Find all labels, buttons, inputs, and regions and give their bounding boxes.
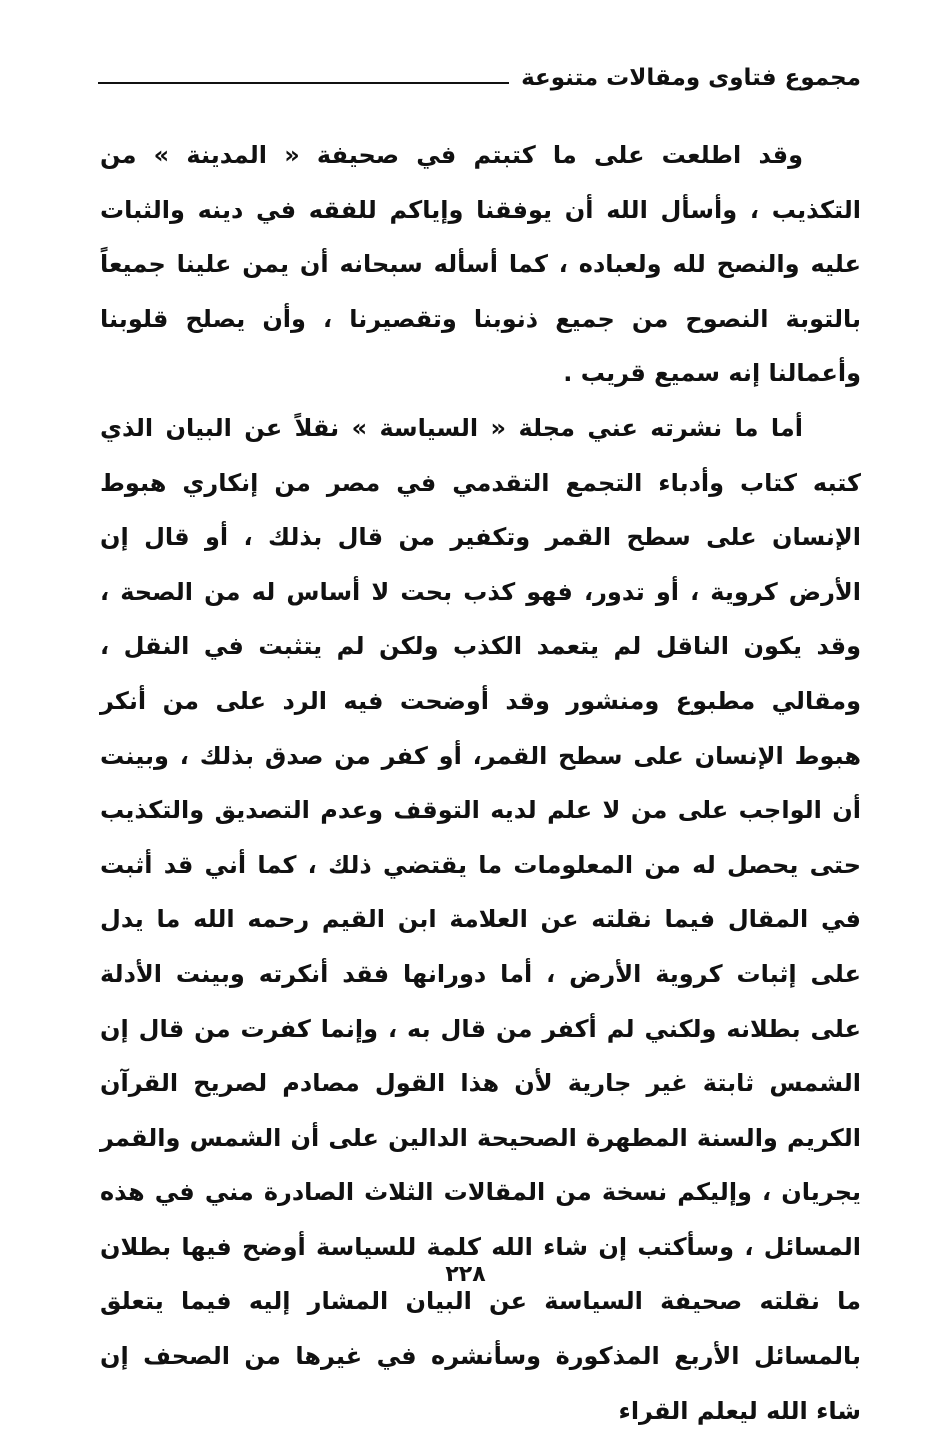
paragraph: أما ما نشرته عني مجلة « السياسة » نقلاً عن البيان الذي كتبه كتاب وأدباء التجمع التقدمي في مصر من إنكاري هبوط الإنسان على سطح القمر وتكفير من قال بذلك ، أو قال إن الأرض كروية ، أو تدور، فهو كذب بحت لا أساس له من الصحة ، وقد يكون الناقل لم يتعمد الكذب ولكن لم يتثبت في النقل ، ومقالي مطبوع ومنشور وقد أوضحت فيه الرد على من أنكر هبوط الإنسان على سطح القمر، أو كفر من صدق بذلك ، وبينت أن الواجب على من لا علم لديه التوقف وعدم التصديق والتكذيب حتى يحصل له من المعلومات ما يقتضي ذلك ، كما أني قد أثبت في المقال فيما نقلته عن العلامة ابن القيم رحمه الله ما يدل على إثبات كروية الأرض ، أما دورانها فقد أنكرته وبينت الأدلة على بطلانه ولكني لم أكفر من قال به ، وإنما كفرت من قال إن الشمس ثابتة غير جارية لأن هذا القول مصادم لصريح القرآن الكريم والسنة المطهرة الصحيحة الدالين على أن الشمس والقمر يجريان ، وإليكم نسخة من المقالات الثلاث الصادرة مني في هذه المسائل ، وسأكتب إن شاء الله كلمة للسياسة أوضح فيها بطلان ما نقلته صحيفة السياسة عن البيان المشار إليه فيما يتعلق بالمسائل الأربع المذكورة وسأنشره في غيرها من الصحف إن شاء الله ليعلم القراء	[100, 413, 861, 1425]
header-rule	[98, 82, 509, 84]
paragraph: وقد اطلعت على ما كتبتم في صحيفة « المدينة » من التكذيب ، وأسأل الله أن يوفقنا وإياكم للفقه في دينه والثبات عليه والنصح لله ولعباده ، كما أسأله سبحانه أن يمن علينا جميعاً بالتوبة النصوح من جميع ذنوبنا وتقصيرنا ، وأن يصلح قلوبنا وأعمالنا إنه سميع قريب .	[100, 141, 861, 388]
page-number: ٢٢٨	[445, 1262, 486, 1287]
book-title: مجموع فتاوى ومقالات متنوعة	[521, 65, 861, 91]
page-body	[100, 128, 861, 1438]
running-header	[98, 58, 861, 98]
